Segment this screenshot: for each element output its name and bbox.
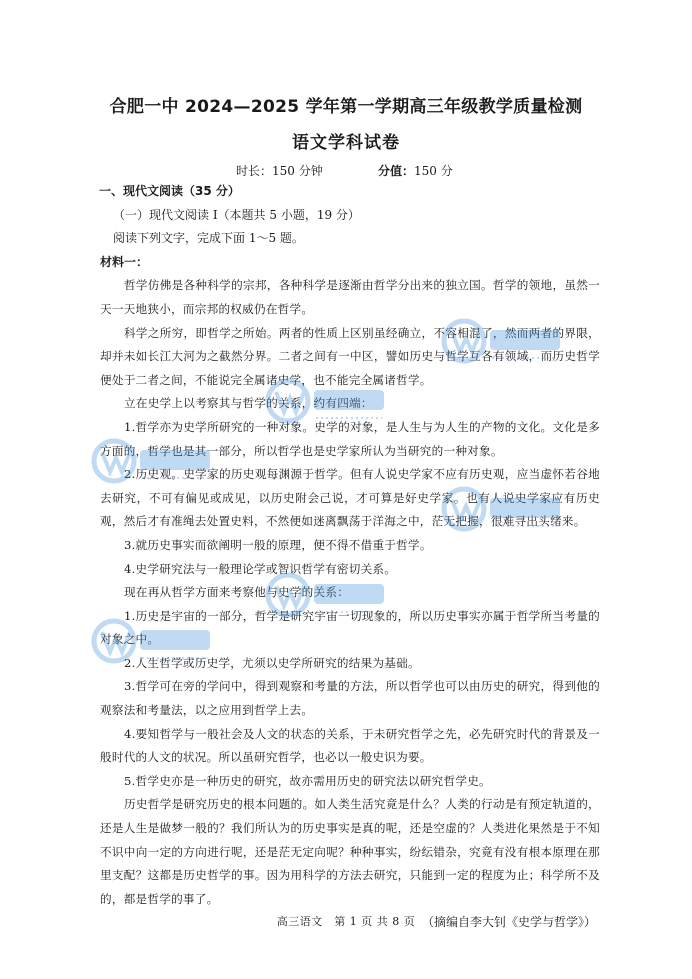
- paragraph: 2.历史观。史学家的历史观每渊源于哲学。但有人说史学家不应有历史观，应当虚怀若谷地去研究，不可有偏见或成见，以历史附会己说，才可算是好史学家。也有人说史学家应有历史观，然后才有准绳去处置史料，不然便如迷离飘荡于洋海之中，茫无把握，很难寻出头绪来。: [100, 467, 600, 529]
- paragraph: 1.哲学亦为史学所研究的一种对象。史学的对象，是人生与为人生的产物的文化。文化是多方面的，哲学也是其一部分，所以哲学也是史学家所认为当研究的一种对象。: [100, 419, 600, 458]
- reading-instruction: 阅读下列文字，完成下面 1～5 题。: [113, 231, 304, 246]
- exam-subtitle: 语文学科试卷: [292, 133, 400, 153]
- paragraph: 4.要知哲学与一般社会及人文的状态的关系，于未研究哲学之先，必先研究时代的背景及一般时代的人文的状况。所以虽研究哲学，也必以一般史识为要。: [100, 726, 600, 765]
- paragraph: 科学之所穷，即哲学之所始。两者的性质上区别虽经确立，不容相混了，然而两者的界限，却并未如长江大河为之截然分界。二者之间有一中区，譬如历史与哲学互各有领域，而历史哲学便处于二者之间，不能说完全属诸史学，也不能完全属诸哲学。: [100, 325, 600, 387]
- paragraph: 2.人生哲学或历史学，尤须以史学所研究的结果为基础。: [124, 655, 420, 670]
- section-heading: 一、现代文阅读（35 分）: [99, 184, 240, 198]
- paragraph: 3.哲学可在旁的学问中，得到观察和考量的方法，所以哲学也可以由历史的研究，得到他的观察法和考量法，以之应用到哲学上去。: [100, 679, 600, 718]
- paragraph: 哲学仿佛是各种科学的宗邦，各种科学是逐渐由哲学分出来的独立国。哲学的领地，虽然一天一天地狭小，而宗邦的权威仍在哲学。: [100, 278, 600, 316]
- paragraph: 1.历史是宇宙的一部分，哲学是研究宇宙一切现象的，所以历史事实亦属于哲学所当考量的对象之中。: [100, 608, 600, 647]
- source-attribution: （摘编自李大钊《史学与哲学》）: [421, 915, 596, 930]
- paragraph: 历史哲学是研究历史的根本问题的。如人类生活究竟是什么？人类的行动是有预定轨道的，还是人生是做梦一般的？我们所认为的历史事实是真的呢，还是空虚的？人类进化果然是于不知不识中向一定的方向进行呢，还是茫无定向呢？种种事实，纷纭错杂，究竟有没有根本原理在那里支配？这都是历史哲学的事。因为用科学的方法去研究，只能到一定的程度为止；科学所不及的，都是哲学的事了。: [100, 797, 600, 906]
- question-content: [100, 180, 600, 935]
- page-footer: 高三语文 第 1 页 共 8 页: [276, 915, 416, 928]
- paragraph: 现在再从哲学方面来考察他与史学的关系：: [124, 585, 350, 600]
- score-value: 150 分: [414, 164, 453, 178]
- duration-text: 时长：150 分钟: [236, 164, 323, 178]
- paragraph: 立在史学上以考察其与哲学的关系，约有四端：: [124, 396, 373, 411]
- subsection-heading: （一）现代文阅读 I（本题共 5 小题，19 分）: [113, 207, 360, 222]
- paragraph: 5.哲学史亦是一种历史的研究，故亦需用历史的研究法以研究哲学史。: [124, 773, 491, 788]
- paragraph: 3.就历史事实而欲阐明一般的原理，便不得不借重于哲学。: [124, 537, 432, 552]
- score-label: 分值：: [378, 164, 415, 178]
- exam-title: 合肥一中 2024—2025 学年第一学期高三年级教学质量检测: [109, 97, 583, 117]
- paragraph: 4.史学研究法与一般理论学或智识哲学有密切关系。: [124, 561, 397, 576]
- material-label: 材料一：: [100, 254, 149, 269]
- score-text: [378, 162, 453, 179]
